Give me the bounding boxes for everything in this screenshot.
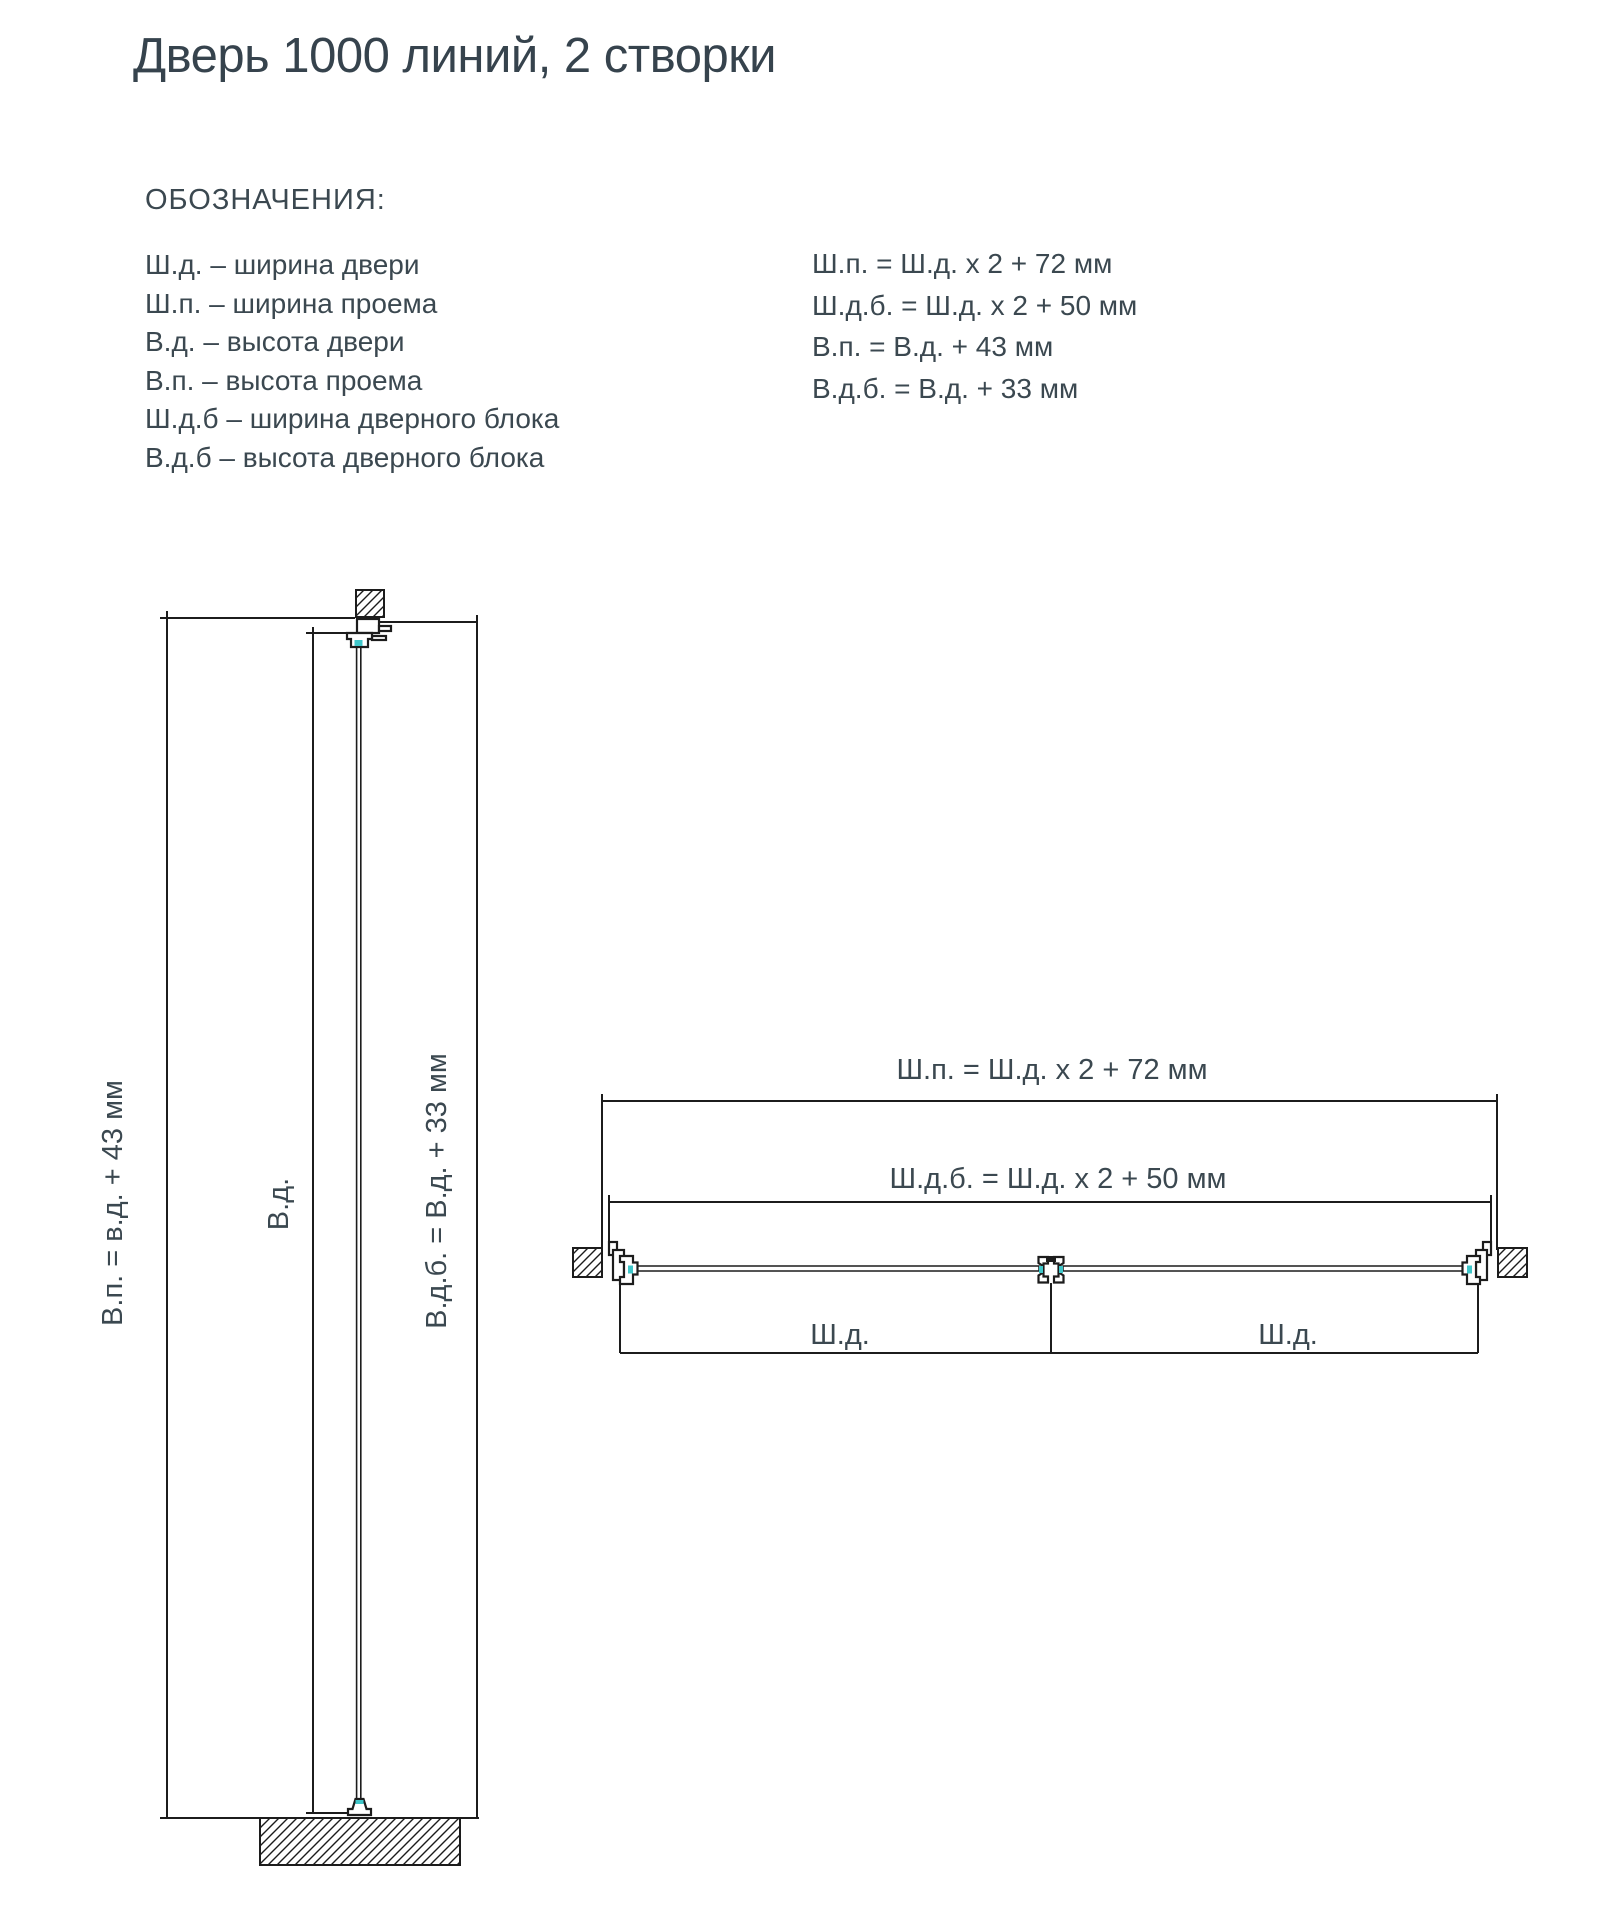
- dim-door-height-lines: [306, 627, 349, 1813]
- wall-section-right: [1498, 1248, 1527, 1277]
- center-fitting-cap: [1046, 1256, 1056, 1262]
- left-wall-fitting: [609, 1242, 638, 1284]
- formula-item: В.д.б. = В.д. + 33 мм: [812, 372, 1079, 404]
- bottom-gasket-teal: [356, 1800, 364, 1804]
- dim-opening-height-label: В.п. = в.д. + 43 мм: [97, 1080, 129, 1326]
- wall-section-top: [356, 590, 384, 617]
- center-gasket-teal-right: [1059, 1266, 1063, 1273]
- page-title: Дверь 1000 линий, 2 створки: [133, 29, 777, 83]
- formula-item: В.п. = В.д. + 43 мм: [812, 331, 1054, 363]
- dim-block-width-label: Ш.д.б. = Ш.д. х 2 + 50 мм: [889, 1163, 1227, 1195]
- dim-block-width-lines: [609, 1195, 1491, 1242]
- horizontal-section-drawing: [573, 1094, 1527, 1353]
- center-gasket-teal-left: [1039, 1266, 1043, 1273]
- legend-item: Ш.п. – ширина проема: [145, 287, 438, 319]
- right-wall-fitting: [1463, 1242, 1492, 1284]
- legend-item: В.д.б – высота дверного блока: [145, 441, 545, 473]
- dim-door-width-left-label: Ш.д.: [810, 1319, 870, 1351]
- legend-heading: ОБОЗНАЧЕНИЯ:: [145, 184, 386, 216]
- dim-block-height-label: В.д.б. = В.д. + 33 мм: [421, 1053, 453, 1329]
- legend-item: В.д. – высота двери: [145, 326, 405, 357]
- dim-door-height-label: В.д.: [263, 1177, 295, 1231]
- right-gasket-teal: [1467, 1266, 1472, 1274]
- formula-item: Ш.д.б. = Ш.д. х 2 + 50 мм: [812, 289, 1138, 321]
- legend-item: Ш.д.б – ширина дверного блока: [145, 403, 560, 434]
- floor-section: [260, 1818, 460, 1865]
- top-pivot-fitting: [347, 619, 391, 647]
- formula-item: Ш.п. = Ш.д. х 2 + 72 мм: [812, 248, 1113, 279]
- top-gasket-teal: [355, 640, 363, 646]
- dim-door-width-lines: [620, 1282, 1478, 1353]
- door-glass-vertical: [357, 646, 361, 1799]
- legend-item: Ш.д. – ширина двери: [145, 249, 420, 280]
- left-gasket-teal: [628, 1266, 633, 1274]
- wall-section-left: [573, 1248, 602, 1277]
- door-glass-left: [637, 1266, 1039, 1271]
- legend-item: В.п. – высота проема: [145, 364, 423, 396]
- door-glass-right: [1063, 1266, 1463, 1271]
- dim-opening-width-label: Ш.п. = Ш.д. х 2 + 72 мм: [896, 1054, 1208, 1086]
- dim-door-width-right-label: Ш.д.: [1258, 1319, 1318, 1351]
